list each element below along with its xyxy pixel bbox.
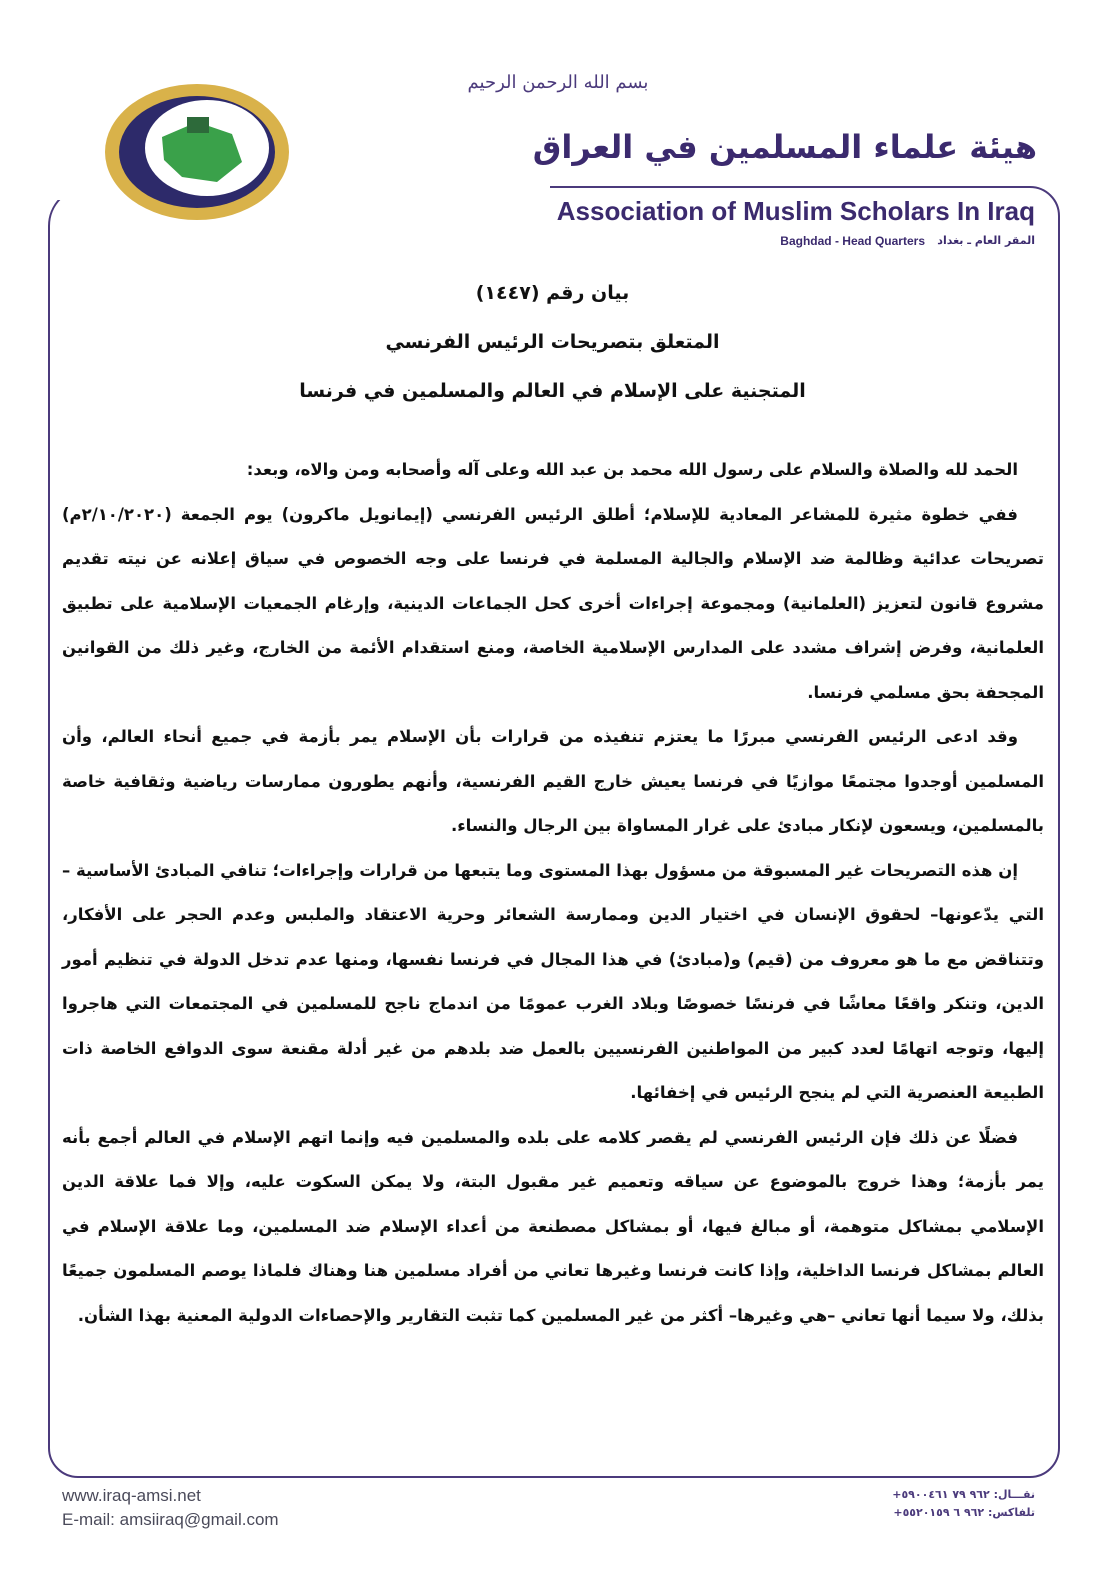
statement-titles <box>60 276 1045 423</box>
organization-logo <box>102 82 292 222</box>
org-name-english: Association of Muslim Scholars In Iraq <box>556 196 1035 226</box>
email-link[interactable]: E-mail: amsiiraq@gmail.com <box>62 1510 279 1529</box>
fax-label: تلفاكس: <box>987 1506 1035 1519</box>
mobile-label: نقـــال: <box>993 1488 1035 1501</box>
fax-number: +٩٦٢ ٦ ٥٥٢٠١٥٩ <box>893 1506 985 1519</box>
paragraph: ففي خطوة مثيرة للمشاعر المعادية للإسلام؛ أطلق الرئيس الفرنسي (إيمانويل ماكرون) يوم الجمعة (٢/١٠/٢٠٢٠م) تصريحات عدائية وظالمة ضد الإسلام والجالية المسلمة في فرنسا على وجه الخصوص في سياق إعلانه عن نيته تقديم مشروع قانون لتعزيز (العلمانية) ومجموعة إجراءات أخرى كحل الجماعات الدينية، وإرغام الجمعيات الإسلامية على تطبيق العلمانية، وفرض إشراف مشدد على المدارس الإسلامية الخاصة، ومنع استقدام الأئمة من الخارج، وغير ذلك من القوانين المجحفة بحق مسلمي فرنسا. <box>62 504 1044 702</box>
footer-contact <box>62 1484 279 1532</box>
basmala: بسم الله الرحمن الرحيم <box>467 72 649 93</box>
paragraph: فضلًا عن ذلك فإن الرئيس الفرنسي لم يقصر كلامه على بلده والمسلمين فيه وإنما اتهم الإسلام في العالم أجمع بأنه يمر بأزمة؛ وهذا خروج بالموضوع عن سياقه وتعميم غير مقبول البتة، ولا يمكن السكوت عليه، وإلا فما علاقة الدين الإسلامي بمشاكل متوهمة، أو مبالغ فيها، أو بمشاكل مصطنعة من أعداء الإسلام ضد المسلمين، وما علاقة الإسلام في العالم بمشاكل فرنسا الداخلية، وإذا كانت فرنسا وغيرها تعاني من أفراد مسلمين هنا وهناك فلماذا يوصم المسلمون جميعًا بذلك، ولا سيما أنها تعاني –هي وغيرها– أكثر من غير المسلمين كما تثبت التقارير والإحصاءات الدولية المعنية بهذا الشأن. <box>62 1127 1044 1325</box>
statement-number: بيان رقم (١٤٤٧) <box>475 282 630 304</box>
statement-subject: المتعلق بتصريحات الرئيس الفرنسي <box>385 331 720 353</box>
paragraph: إن هذه التصريحات غير المسبوقة من مسؤول بهذا المستوى وما يتبعها من قرارات وإجراءات؛ تنافي المبادئ الأساسية –التي يدّعونها– لحقوق الإنسان في اختيار الدين وممارسة الشعائر وحرية الاعتقاد والملبس وعدم الحجر على الأفكار، وتتناقض مع ما هو معروف من (قيم) و(مبادئ) في هذا المجال في فرنسا نفسها، ومنها عدم تدخل الدولة في تنظيم أمور الدين، وتنكر واقعًا معاشًا في فرنسًا خصوصًا وبلاد الغرب عمومًا من اندماج ناجح للمسلمين في المجتمعات التي هاجروا إليها، وتوجه اتهامًا لعدد كبير من المواطنين الفرنسيين بالعمل ضد بلدهم من غير أدلة مقنعة سوى الدوافع الخاصة ذات الطبيعة العنصرية التي لم ينجح الرئيس في إخفائها. <box>61 860 1044 1102</box>
mobile-number: +٩٦٢ ٧٩ ٥٩٠٠٤٦١ <box>892 1488 990 1501</box>
paragraph: وقد ادعى الرئيس الفرنسي مبررًا ما يعتزم تنفيذه من قرارات بأن الإسلام يمر بأزمة في جميع أنحاء العالم، وأن المسلمين أوجدوا مجتمعًا موازيًا في فرنسا يعيش خارج القيم الفرنسية، وأنهم يطورون ممارسات رياضية وثقافية خاصة بالمسلمين، ويسعون لإنكار مبادئ على غرار المساواة بين الرجال والنساء. <box>62 727 1044 835</box>
footer-phones <box>892 1486 1035 1522</box>
statement-body <box>62 448 1044 1338</box>
paragraph: الحمد لله والصلاة والسلام على رسول الله محمد بن عبد الله وعلى آله وأصحابه ومن والاه، وبعد: <box>246 460 1018 479</box>
statement-subject-line2: المتجنية على الإسلام في العالم والمسلمين في فرنسا <box>299 380 806 402</box>
website-link[interactable]: www.iraq-amsi.net <box>62 1486 201 1505</box>
hq-arabic: المقر العام ـ بغداد <box>937 234 1035 247</box>
org-name-arabic: هيئة علماء المسلمين في العراق <box>532 128 1037 166</box>
hq-english: Baghdad - Head Quarters <box>780 234 925 248</box>
